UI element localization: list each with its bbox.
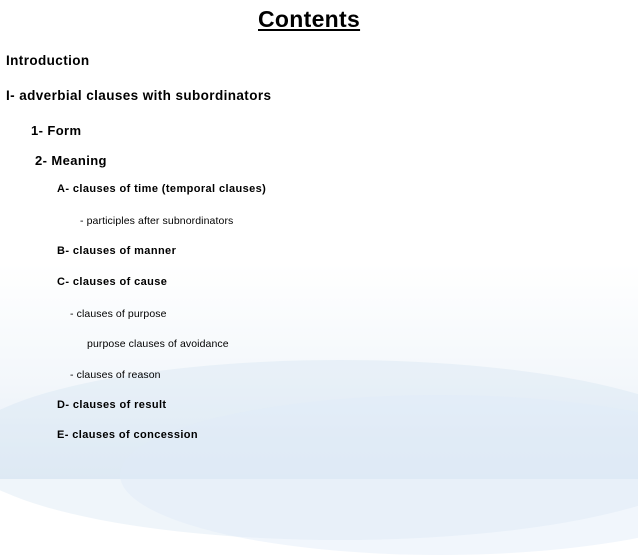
outline-item-introduction: Introduction xyxy=(6,53,90,68)
outline-item-concession-clauses: E- clauses of concession xyxy=(57,429,199,441)
outline-item-form: 1- Form xyxy=(31,123,82,138)
outline-item-section-1: I- adverbial clauses with subordinators xyxy=(6,88,272,103)
outline-item-meaning: 2- Meaning xyxy=(35,153,107,168)
outline-item-participles: - participles after subnordinators xyxy=(80,215,234,227)
outline-item-purpose-clauses: - clauses of purpose xyxy=(70,308,167,320)
outline-item-cause-clauses: C- clauses of cause xyxy=(57,276,168,288)
outline-item-manner-clauses: B- clauses of manner xyxy=(57,245,177,257)
page-title: Contents xyxy=(258,6,361,32)
outline-item-avoidance-clauses: purpose clauses of avoidance xyxy=(87,338,229,350)
outline-item-reason-clauses: - clauses of reason xyxy=(70,369,161,381)
outline-item-time-clauses: A- clauses of time (temporal clauses) xyxy=(57,183,267,195)
outline-item-result-clauses: D- clauses of result xyxy=(57,399,167,411)
